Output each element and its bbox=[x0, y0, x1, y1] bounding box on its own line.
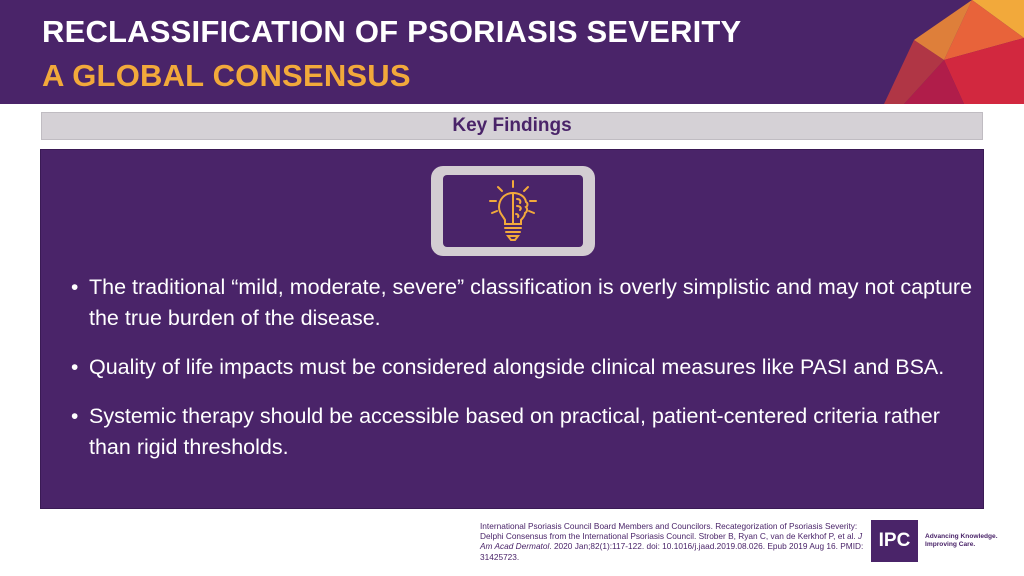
ipc-logo: IPC bbox=[871, 520, 918, 562]
list-item bbox=[71, 401, 981, 463]
lightbulb-brain-icon bbox=[487, 179, 539, 243]
citation-text-1: International Psoriasis Council Board Members and Councilors. Recategorization of Psoriasis Severity: Delphi Consensus from the International Psoriasis Council. Strober B, Ryan C, van de Kerkhof P, et al. bbox=[480, 521, 859, 542]
key-findings-panel bbox=[40, 149, 984, 509]
tagline-line-1: Advancing Knowledge. bbox=[925, 533, 998, 540]
logo-tagline bbox=[925, 533, 998, 549]
list-item bbox=[71, 352, 981, 383]
key-findings-bar: Key Findings bbox=[41, 112, 983, 140]
bullet-text: Quality of life impacts must be considered alongside clinical measures like PASI and BSA. bbox=[89, 355, 945, 379]
decorative-triangles-icon bbox=[844, 0, 1024, 104]
bullet-text: Systemic therapy should be accessible based on practical, patient-centered criteria rather than rigid thresholds. bbox=[89, 404, 940, 459]
citation bbox=[480, 521, 864, 562]
bullet-glyph: • bbox=[71, 276, 79, 299]
icon-inner bbox=[443, 175, 583, 247]
tagline-line-2: Improving Care. bbox=[925, 541, 976, 548]
citation-journal: J Am Acad Dermatol bbox=[480, 531, 863, 552]
slide-title: RECLASSIFICATION OF PSORIASIS SEVERITY bbox=[42, 14, 742, 49]
bullet-text: The traditional “mild, moderate, severe” classification is overly simplistic and may not capture the true burden of the disease. bbox=[89, 275, 973, 330]
list-item bbox=[71, 272, 981, 334]
key-findings-list bbox=[71, 272, 981, 481]
bullet-glyph: • bbox=[71, 356, 79, 379]
icon-frame bbox=[431, 166, 595, 256]
slide-subtitle: A GLOBAL CONSENSUS bbox=[42, 58, 411, 93]
bullet-glyph: • bbox=[71, 405, 79, 428]
citation-text-2: . 2020 Jan;82(1):117-122. doi: 10.1016/j.jaad.2019.08.026. Epub 2019 Aug 16. PMID: 31425723. bbox=[480, 541, 864, 562]
slide-header bbox=[0, 0, 1024, 104]
